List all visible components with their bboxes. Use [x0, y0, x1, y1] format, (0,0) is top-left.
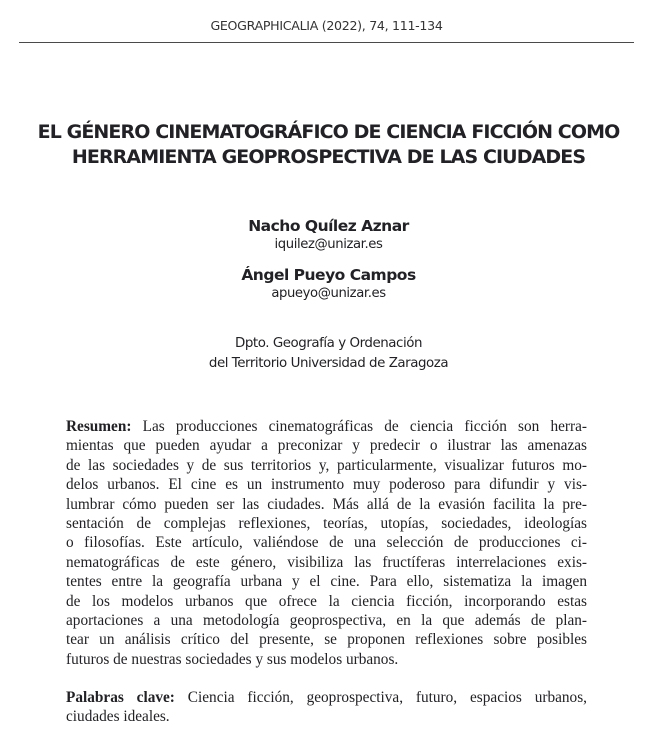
title-line: EL GÉNERO CINEMATOGRÁFICO DE CIENCIA FICCIÓN COMO — [37, 121, 620, 143]
abstract-line: de las sociedades y de sus territorios y, particularmente, visualizar futuros mo- — [66, 456, 587, 474]
author — [0, 216, 657, 254]
author — [0, 265, 657, 303]
abstract-line: aportaciones a una metodología geoprospectiva, en la que además de plan- — [66, 611, 587, 629]
author-list — [0, 216, 657, 303]
abstract-line: lumbrar cómo pueden ser las ciudades. Más allá de la evasión facilita la pre- — [66, 495, 587, 513]
abstract — [66, 417, 587, 669]
abstract-line: mientas que pueden ayudar a preconizar y predecir o ilustrar las amenazas — [66, 437, 587, 455]
article-title — [0, 120, 657, 170]
author-name: Nacho Quílez Aznar — [248, 217, 409, 235]
affiliation-line: Dpto. Geografía y Ordenación — [234, 336, 423, 351]
affiliation-line: del Territorio Universidad de Zaragoza — [208, 356, 449, 371]
title-line: HERRAMIENTA GEOPROSPECTIVA DE LAS CIUDADES — [71, 146, 586, 168]
abstract-line: tentes entre la geografía urbana y el cine. Para ello, sistematiza la imagen — [66, 573, 587, 591]
author-name: Ángel Pueyo Campos — [241, 266, 416, 284]
abstract-line: tear un análisis crítico del presente, se proponen reflexiones sobre posibles — [66, 631, 587, 649]
abstract-text: Las producciones cinematográficas de ciencia ficción son herra- — [131, 418, 587, 435]
keywords-label: Palabras clave: — [66, 689, 175, 706]
keywords-line — [66, 688, 587, 707]
abstract-line: o filosofías. Este artículo, valiéndose de una selección de producciones ci- — [66, 534, 587, 552]
running-header: GEOGRAPHICALIA (2022), 74, 111-134 — [210, 18, 443, 33]
author-email[interactable]: iquilez@unizar.es — [274, 237, 383, 252]
abstract-line: nematográficas de este género, visibiliza las fructíferas interrelaciones exis- — [66, 553, 587, 571]
header-divider — [19, 42, 634, 43]
abstract-line: futuros de nuestras sociedades y sus modelos urbanos. — [66, 650, 399, 668]
author-email[interactable]: apueyo@unizar.es — [271, 286, 386, 301]
keywords — [66, 688, 587, 727]
keywords-line: ciudades ideales. — [66, 708, 170, 726]
abstract-line — [66, 417, 587, 436]
keywords-text: Ciencia ficción, geoprospectiva, futuro, espacios urbanos, — [174, 689, 587, 706]
affiliation — [0, 334, 657, 374]
abstract-line: sentación de complejas reflexiones, teorías, utopías, sociedades, ideologías — [66, 514, 587, 532]
abstract-line: delos urbanos. El cine es un instrumento muy poderoso para difundir y vis- — [66, 476, 587, 494]
abstract-line: de los modelos urbanos que ofrece la ciencia ficción, incorporando estas — [66, 592, 587, 610]
abstract-label: Resumen: — [66, 418, 132, 435]
